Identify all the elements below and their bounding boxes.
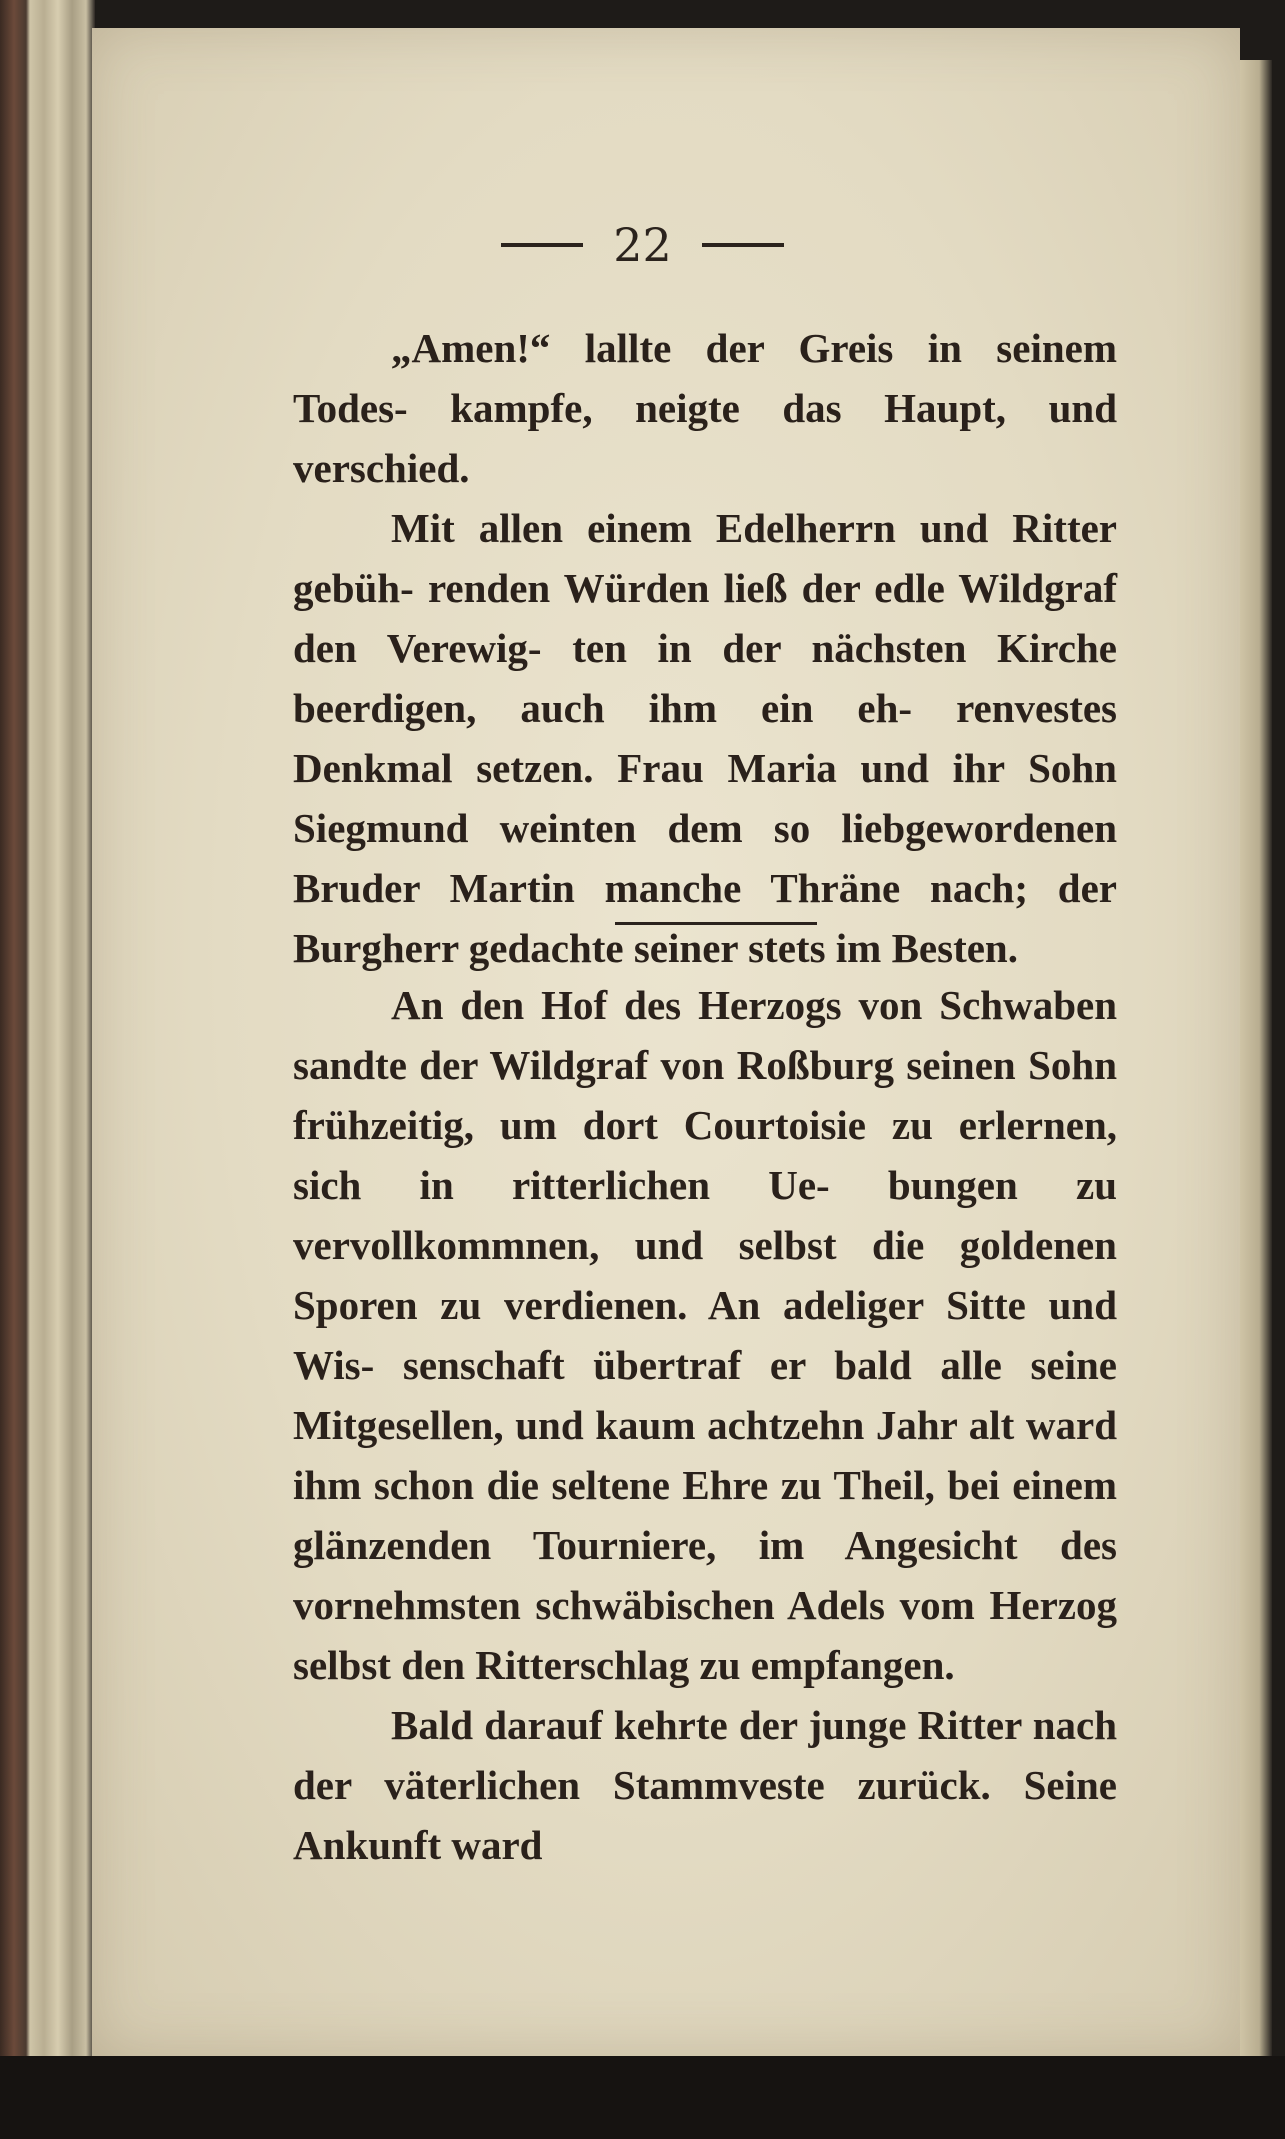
book-spine-edge	[0, 0, 95, 2139]
text-section-2	[293, 975, 1117, 1875]
page-header	[0, 218, 1285, 272]
paragraph: An den Hof des Herzogs von Schwaben sandte der Wildgraf von Roßburg seinen Sohn frühzeitig, um dort Courtoisie zu erlernen, sich in ritterlichen Ue- bungen zu vervollkommnen, und selbst die goldenen Sporen zu verdienen. An adeliger Sitte und Wis- senschaft übertraf er bald alle seine Mitgesellen, und kaum achtzehn Jahr alt ward ihm schon die seltene Ehre zu Theil, bei einem glänzenden Tourniere, im Angesicht des vornehmsten schwäbischen Adels vom Herzog selbst den Ritterschlag zu empfangen.	[293, 982, 1117, 1688]
header-dash-left	[501, 243, 583, 247]
paragraph: Bald darauf kehrte der junge Ritter nach der väterlichen Stammveste zurück. Seine Ankunft ward	[293, 1702, 1117, 1868]
page-right-edge	[1240, 60, 1272, 2060]
paragraph: Mit allen einem Edelherrn und Ritter gebüh- renden Würden ließ der edle Wildgraf den Verewig- ten in der nächsten Kirche beerdigen, auch ihm ein eh- renvestes Denkmal setzen. Frau Maria und ihr Sohn Siegmund weinten dem so liebgewordenen Bruder Martin manche Thräne nach; der Burgherr gedachte seiner stets im Besten.	[293, 505, 1117, 971]
text-section-1	[293, 318, 1117, 978]
header-dash-right	[702, 243, 784, 247]
paragraph: „Amen!“ lallte der Greis in seinem Todes- kampfe, neigte das Haupt, und verschied.	[293, 325, 1117, 491]
scan-background-bottom	[0, 2056, 1285, 2139]
section-divider	[615, 922, 817, 925]
page-number: 22	[613, 218, 672, 272]
